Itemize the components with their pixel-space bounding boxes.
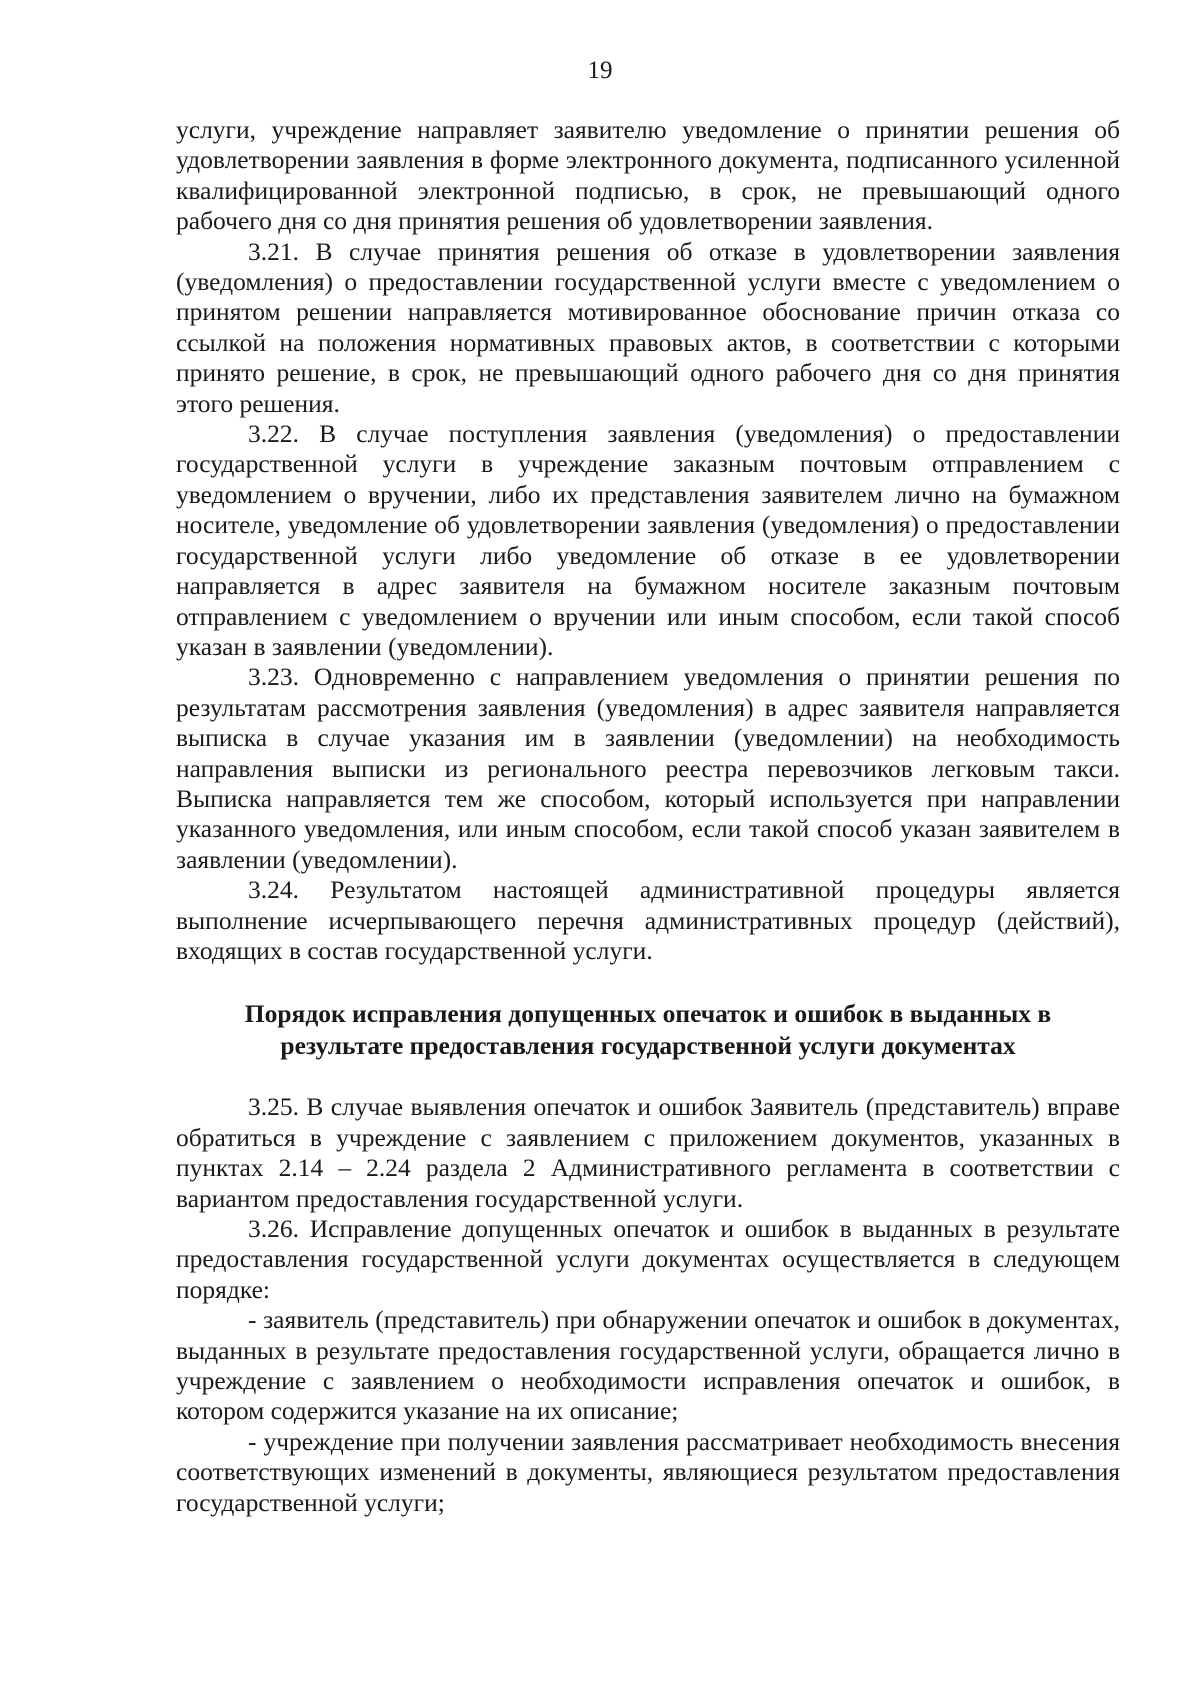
paragraph-3-26: 3.26. Исправление допущенных опечаток и ошибок в выданных в результате предоставления государственной услуги документах осуществляется в следующем порядке: <box>176 1214 1120 1304</box>
paragraph-3-21: 3.21. В случае принятия решения об отказе в удовлетворении заявления (уведомления) о предоставлении государственной услуги вместе с уведомлением о принятом решении направляется мотивированное обоснование причин отказа со ссылкой на положения нормативных правовых актов, в соответствии с которыми принято решение, в срок, не превышающий одного рабочего дня со дня принятия этого решения. <box>176 236 1120 418</box>
section-heading-line-2: результате предоставления государственной услуги документах <box>280 1031 1016 1061</box>
page-number: 19 <box>587 57 613 84</box>
section-heading <box>176 966 1120 1092</box>
document-body <box>176 115 1120 1518</box>
list-item-applicant: - заявитель (представитель) при обнаружении опечаток и ошибок в документах, выданных в результате предоставления государственной услуги, обращается лично в учреждение с заявлением о необходимости исправления опечаток и ошибок, в котором содержится указание на их описание; <box>176 1305 1120 1426</box>
paragraph-3-22: 3.22. В случае поступления заявления (уведомления) о предоставлении государственной услуги в учреждение заказным почтовым отправлением с уведомлением о вручении, либо их представления заявителем лично на бумажном носителе, уведомление об удовлетворении заявления (уведомления) о предоставлении государственной услуги либо уведомление об отказе в ее удовлетворении направляется в адрес заявителя на бумажном носителе заказным почтовым отправлением с уведомлением о вручении или иным способом, если такой способ указан в заявлении (уведомлении). <box>176 419 1120 661</box>
section-heading-line-1: Порядок исправления допущенных опечаток и ошибок в выданных в <box>244 999 1052 1029</box>
paragraph-continuation: услуги, учреждение направляет заявителю уведомление о принятии решения об удовлетворении заявления в форме электронного документа, подписанного усиленной квалифицированной электронной подписью, в срок, не превышающий одного рабочего дня со дня принятия решения об удовлетворении заявления. <box>176 115 1120 236</box>
list-item-institution: - учреждение при получении заявления рассматривает необходимость внесения соответствующих изменений в документы, являющиеся результатом предоставления государственной услуги; <box>176 1426 1120 1517</box>
paragraph-3-24: 3.24. Результатом настоящей административной процедуры является выполнение исчерпывающего перечня административных процедур (действий), входящих в состав государственной услуги. <box>176 875 1120 965</box>
paragraph-3-23: 3.23. Одновременно с направлением уведомления о принятии решения по результатам рассмотрения заявления (уведомления) в адрес заявителя направляется выписка в случае указания им в заявлении (уведомлении) на необходимость направления выписки из регионального реестра перевозчиков легковым такси. Выписка направляется тем же способом, который используется при направлении указанного уведомления, или иным способом, если такой способ указан заявителем в заявлении (уведомлении). <box>176 662 1120 874</box>
paragraph-3-25: 3.25. В случае выявления опечаток и ошибок Заявитель (представитель) вправе обратиться в учреждение с заявлением с приложением документов, указанных в пунктах 2.14 – 2.24 раздела 2 Административного регламента в соответствии с вариантом предоставления государственной услуги. <box>176 1092 1120 1213</box>
